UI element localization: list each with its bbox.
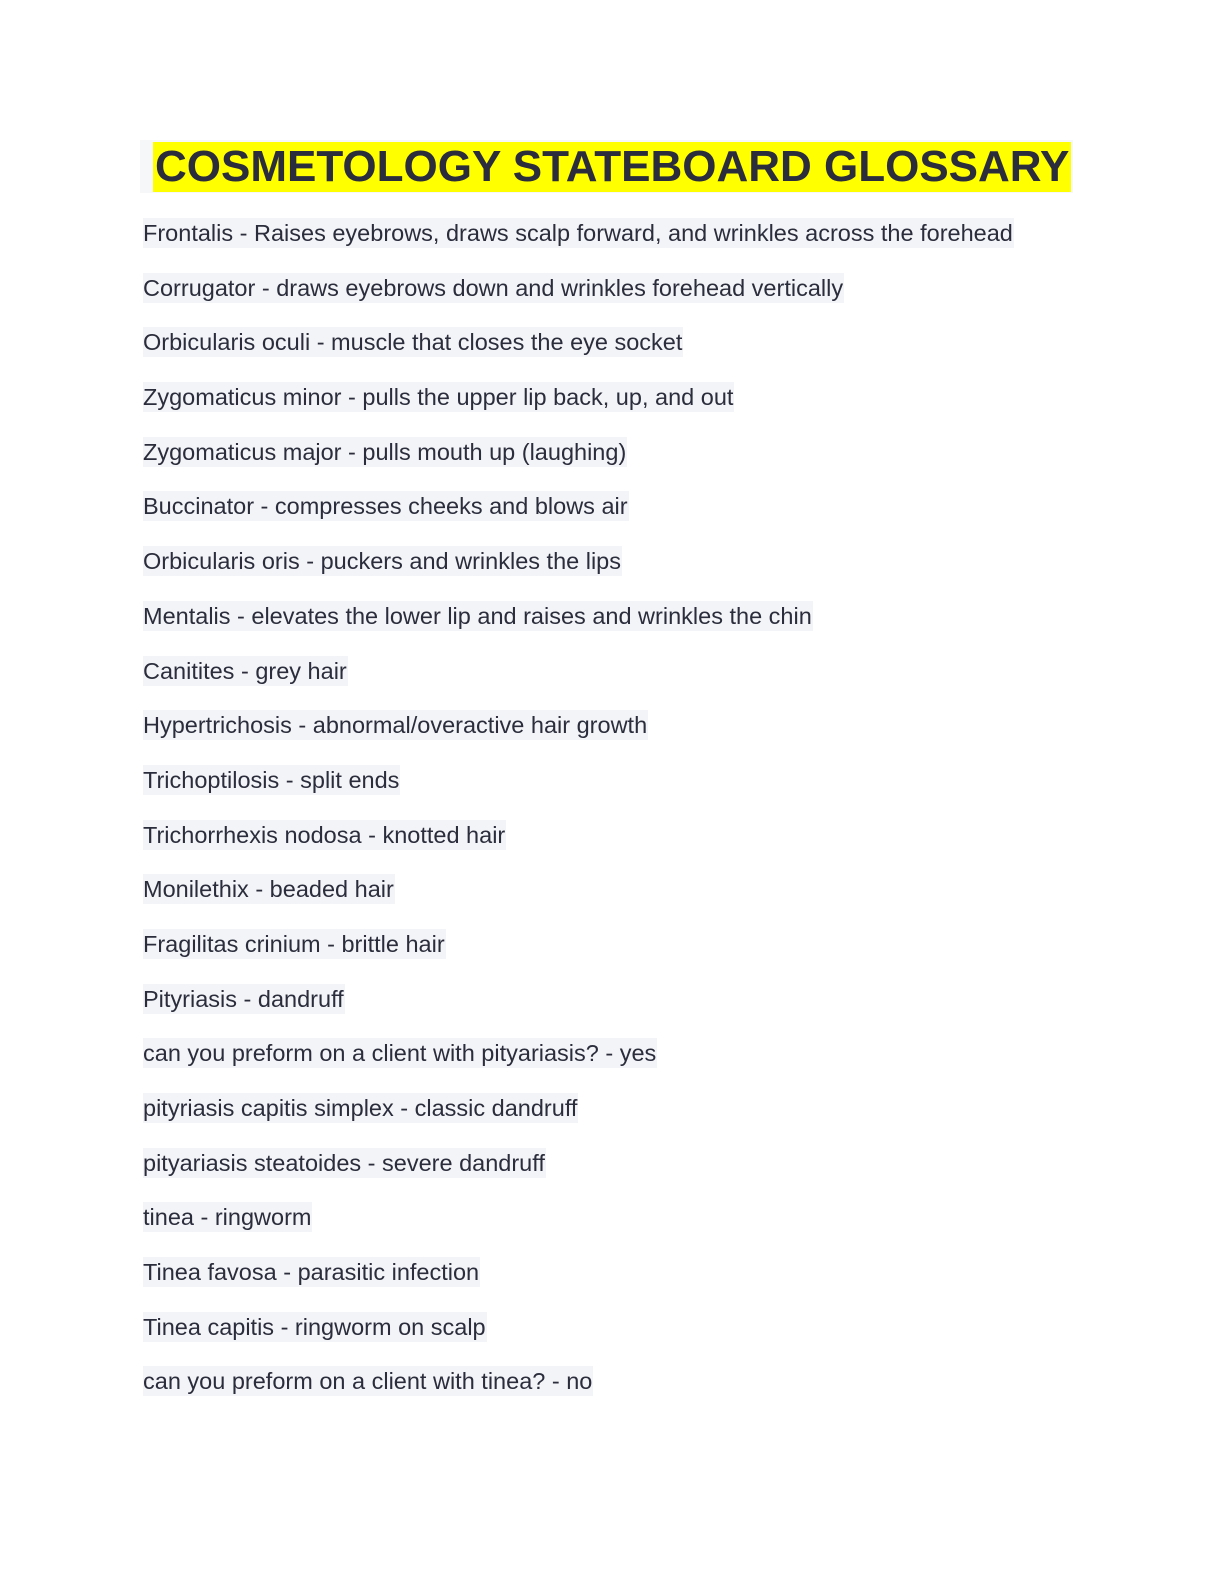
glossary-list [143, 218, 1014, 1421]
glossary-entry-text: Orbicularis oculi - muscle that closes the eye socket [143, 329, 683, 356]
glossary-entry-text: Trichorrhexis nodosa - knotted hair [143, 821, 506, 848]
glossary-entry [143, 710, 1014, 765]
glossary-entry-text: pityariasis steatoides - severe dandruff [143, 1149, 545, 1176]
glossary-entry-text: Frontalis - Raises eyebrows, draws scalp forward, and wrinkles across the forehead [143, 220, 1013, 246]
glossary-entry-text: Corrugator - draws eyebrows down and wrinkles forehead vertically [143, 274, 844, 301]
page-title: COSMETOLOGY STATEBOARD GLOSSARY [155, 142, 1070, 191]
glossary-entry [143, 327, 1014, 382]
glossary-entry [143, 601, 1014, 656]
glossary-entry [143, 984, 1014, 1039]
glossary-entry-text: Buccinator - compresses cheeks and blows air [143, 493, 628, 520]
glossary-entry-text: Monilethix - beaded hair [143, 876, 394, 903]
glossary-entry-text: Canitites - grey hair [143, 657, 347, 684]
glossary-entry-text: Zygomaticus major - pulls mouth up (laughing) [143, 438, 627, 465]
glossary-entry-text: Tinea capitis - ringworm on scalp [143, 1313, 486, 1340]
glossary-entry-text: Fragilitas crinium - brittle hair [143, 930, 445, 957]
glossary-entry [143, 765, 1014, 820]
glossary-entry [143, 874, 1014, 929]
glossary-entry-text: Pityriasis - dandruff [143, 985, 344, 1012]
glossary-entry-text: pityriasis capitis simplex - classic dandruff [143, 1095, 578, 1121]
glossary-entry-text: Orbicularis oris - puckers and wrinkles the lips [143, 548, 621, 575]
glossary-entry-text: Trichoptilosis - split ends [143, 766, 400, 793]
glossary-entry [143, 1257, 1014, 1312]
glossary-entry [143, 1148, 1014, 1203]
glossary-entry [143, 218, 1014, 273]
title-block [140, 140, 1073, 193]
glossary-entry-text: Hypertrichosis - abnormal/overactive hair growth [143, 712, 648, 739]
glossary-entry [143, 382, 1014, 437]
glossary-entry-text: tinea - ringworm [143, 1204, 312, 1231]
glossary-entry-text: Mentalis - elevates the lower lip and raises and wrinkles the chin [143, 602, 812, 629]
glossary-entry [143, 273, 1014, 328]
glossary-entry [143, 1038, 1014, 1093]
glossary-entry-text: Zygomaticus minor - pulls the upper lip back, up, and out [143, 384, 734, 411]
glossary-entry [143, 491, 1014, 546]
glossary-entry [143, 1366, 1014, 1421]
glossary-entry [143, 437, 1014, 492]
glossary-entry-text: Tinea favosa - parasitic infection [143, 1259, 480, 1286]
glossary-entry-text: can you preform on a client with tinea? - no [143, 1368, 593, 1395]
glossary-entry [143, 929, 1014, 984]
glossary-entry [143, 820, 1014, 875]
glossary-entry [143, 1202, 1014, 1257]
glossary-entry [143, 656, 1014, 711]
glossary-entry [143, 1093, 1014, 1148]
glossary-entry [143, 1312, 1014, 1367]
glossary-entry-text: can you preform on a client with pityariasis? - yes [143, 1040, 657, 1067]
glossary-entry [143, 546, 1014, 601]
